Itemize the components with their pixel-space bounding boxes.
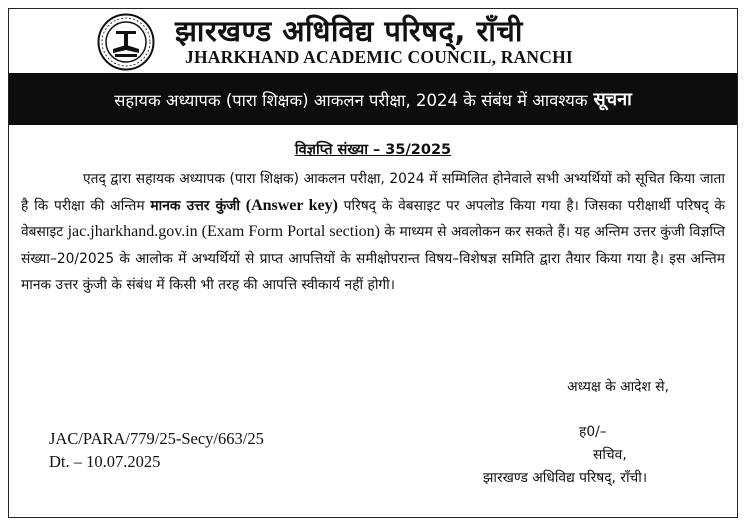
- letterhead: [9, 9, 737, 73]
- banner-emphasis: सूचना: [593, 89, 632, 110]
- body-part-2: परिषद् के वेबसाइट पर अपलोड किया गया है। जिसका परीक्षार्थी परिषद् के वेबसाइट: [21, 197, 725, 241]
- notice-frame: [8, 8, 738, 518]
- notice-body: [21, 166, 725, 299]
- website-link[interactable]: jac.jharkhand.gov.in (Exam Form Portal section): [67, 223, 380, 241]
- notice-number: [9, 139, 737, 159]
- body-part-1: एतद् द्वारा सहायक अध्यापक (पारा शिक्षक) आकलन परीक्षा, 2024 में सम्मिलित होनेवाले सभी अभ्यर्थियों को सूचित किया जाता है कि परीक्षा की अन्तिम: [21, 171, 725, 214]
- subject-banner: [9, 73, 737, 125]
- answer-key-english: (Answer key): [245, 196, 338, 214]
- body-part-3: के माध्यम से अवलोकन कर सकते हैं। यह अन्तिम उत्तर कुंजी विज्ञप्ति संख्या–20/2025 के आलोक में अभ्यर्थियों से प्राप्त आपत्तियों के समीक्षोपरान्त विषय–विशेषज्ञ समिति द्वारा तैयार किया गया है। इस अन्तिम मानक उत्तर कुंजी के संबंध में किसी भी तरह की आपत्ति स्वीकार्य नहीं होगी।: [21, 224, 726, 294]
- banner-text: सहायक अध्यापक (पारा शिक्षक) आकलन परीक्षा, 2024 के संबंध में आवश्यक: [114, 90, 588, 110]
- signature-block: [483, 421, 723, 490]
- letter-number: JAC/PARA/779/25-Secy/663/25: [49, 429, 264, 448]
- notice-number-text: विज्ञप्ति संख्या – 35/2025: [294, 142, 452, 158]
- council-title-hindi: झारखण्ड अधिविद्य परिषद्, राँची: [175, 14, 523, 48]
- signature-designation: सचिव,: [593, 447, 627, 463]
- answer-key-hindi: मानक उत्तर कुंजी: [150, 197, 240, 214]
- order-line: अध्यक्ष के आदेश से,: [567, 379, 669, 395]
- signature-office: झारखण्ड अधिविद्य परिषद्, राँची।: [483, 470, 648, 486]
- letter-date: Dt. – 10.07.2025: [49, 452, 161, 471]
- signature-mark: ह0/–: [579, 424, 607, 440]
- reference-block: [49, 427, 264, 473]
- council-title-english: JHARKHAND ACADEMIC COUNCIL, RANCHI: [185, 47, 573, 67]
- council-seal-icon: [97, 13, 155, 71]
